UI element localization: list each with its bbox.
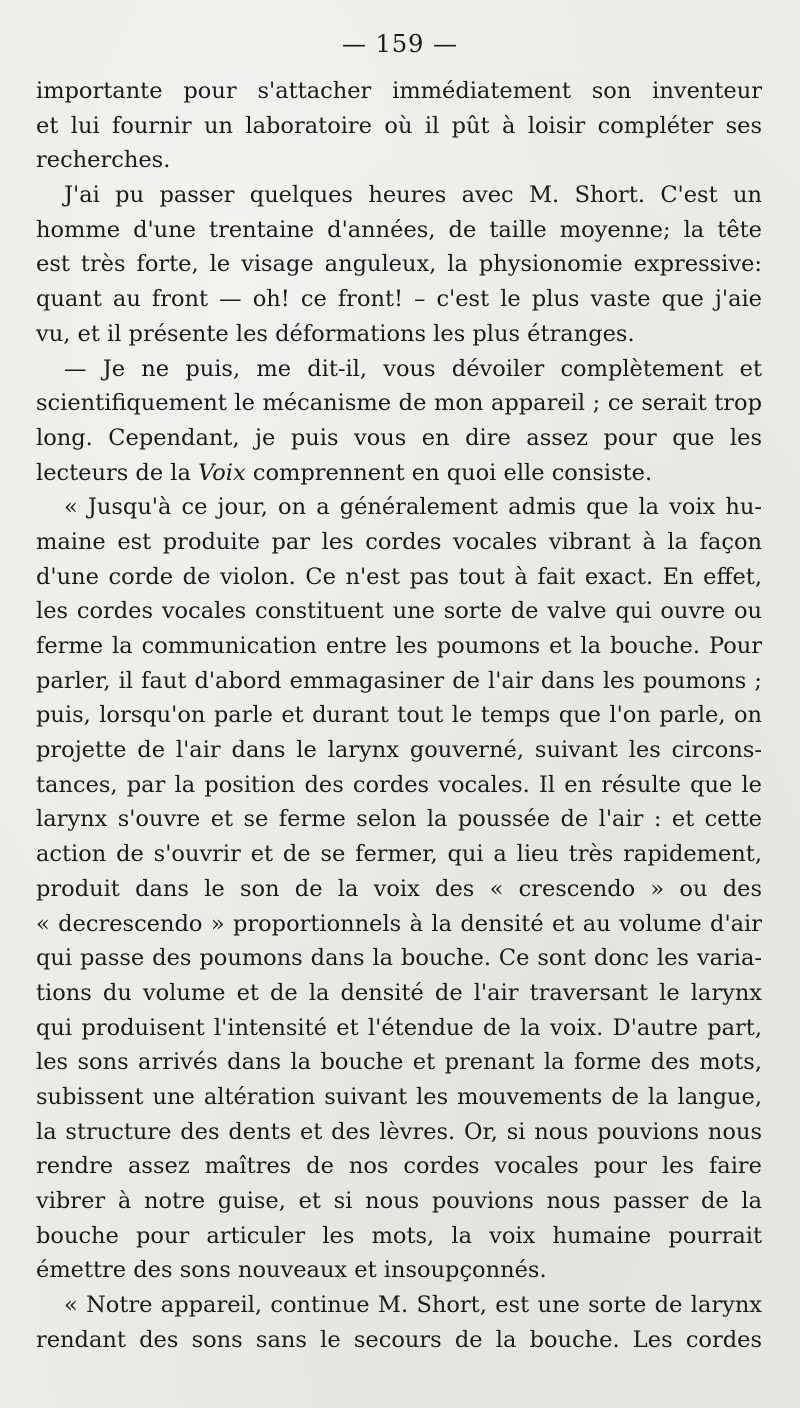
- text-line: « Jusqu'à ce jour, on a généralement admis que la voix hu-: [64, 494, 762, 521]
- text-line: vibrer à notre guise, et si nous pouvions nous passer de la: [36, 1188, 762, 1214]
- text-line: émettre des sons nouveaux et insoupçonnés.: [36, 1257, 547, 1284]
- text-line: ferme la communication entre les poumons et la bouche. Pour: [36, 633, 762, 659]
- text-line: est très forte, le visage anguleux, la physionomie expressive:: [36, 251, 762, 278]
- text-line: et lui fournir un laboratoire où il pût à loisir compléter ses: [36, 112, 762, 139]
- page-number: — 159 —: [341, 30, 459, 58]
- text-line: tions du volume et de la densité de l'air traversant le larynx: [36, 979, 762, 1006]
- text-line: puis, lorsqu'on parle et durant tout le temps que l'on parle, on: [36, 702, 762, 729]
- text-line: vu, et il présente les déformations les plus étranges.: [36, 320, 635, 347]
- text-line: tances, par la position des cordes vocales. Il en résulte que le: [36, 771, 762, 798]
- text-line: bouche pour articuler les mots, la voix humaine pourrait: [36, 1222, 762, 1249]
- text-line: qui passe des poumons dans la bouche. Ce sont donc les varia-: [36, 945, 762, 972]
- text-segment: lecteurs de la: [36, 459, 199, 486]
- text-line: scientifiquement le mécanisme de mon appareil ; ce serait trop: [36, 390, 762, 417]
- text-line: action de s'ouvrir et de se fermer, qui a lieu très rapidement,: [36, 841, 762, 868]
- body-text: [36, 74, 762, 1357]
- text-line: larynx s'ouvre et se ferme selon la poussée de l'air : et cette: [36, 806, 762, 833]
- text-line: d'une corde de violon. Ce n'est pas tout à fait exact. En effet,: [36, 563, 762, 590]
- text-line: les cordes vocales constituent une sorte de valve qui ouvre ou: [36, 598, 762, 625]
- text-line: — Je ne puis, me dit-il, vous dévoiler complètement et: [64, 355, 762, 382]
- text-line: subissent une altération suivant les mouvements de la langue,: [36, 1083, 762, 1110]
- text-line: maine est produite par les cordes vocales vibrant à la façon: [36, 528, 762, 555]
- text-line: recherches.: [36, 147, 171, 174]
- text-line: les sons arrivés dans la bouche et prenant la forme des mots,: [36, 1049, 762, 1076]
- text-line: la structure des dents et des lèvres. Or, si nous pouvions nous: [36, 1118, 762, 1145]
- text-line: homme d'une trentaine d'années, de taille moyenne; la tête: [36, 216, 762, 243]
- text-line: projette de l'air dans le larynx gouverné, suivant les circons-: [36, 737, 762, 764]
- text-line: « decrescendo » proportionnels à la densité et au volume d'air: [36, 910, 762, 937]
- text-line: « Notre appareil, continue M. Short, est une sorte de larynx: [64, 1292, 762, 1319]
- text-line: parler, il faut d'abord emmagasiner de l'air dans les poumons ;: [36, 667, 762, 694]
- text-segment: comprennent en quoi elle consiste.: [245, 459, 653, 486]
- text-line: produit dans le son de la voix des « crescendo » ou des: [36, 875, 762, 902]
- text-line: quant au front — oh! ce front! – c'est le plus vaste que j'aie: [36, 286, 762, 313]
- text-line: rendant des sons sans le secours de la bouche. Les cordes: [36, 1326, 762, 1353]
- text-line: rendre assez maîtres de nos cordes vocales pour les faire: [36, 1153, 762, 1180]
- text-line: J'ai pu passer quelques heures avec M. Short. C'est un: [64, 182, 762, 209]
- text-line: qui produisent l'intensité et l'étendue de la voix. D'autre part,: [36, 1014, 762, 1041]
- text-line: [36, 456, 762, 491]
- text-line: importante pour s'attacher immédiatement son inventeur: [36, 78, 762, 104]
- italic-title: Voix: [198, 459, 246, 486]
- text-line: long. Cependant, je puis vous en dire assez pour que les: [36, 424, 762, 451]
